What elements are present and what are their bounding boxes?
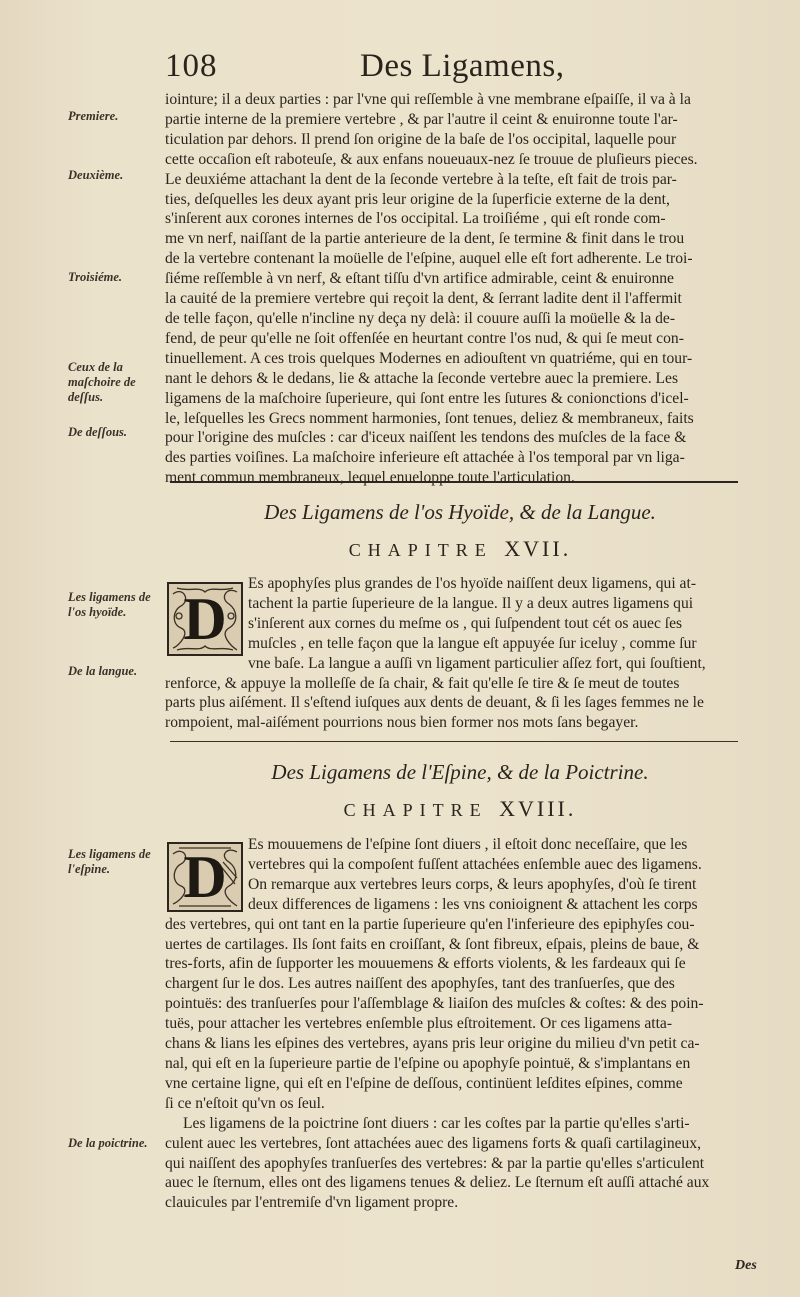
text-line: ligamens de la maſchoire ſuperieure, qui ſont entre les ſutures & conionctions d'icel- (165, 389, 689, 407)
text-line: s'inſerent aux corones internes de l'os occipital. La troiſiéme , qui eſt ronde com- (165, 210, 666, 228)
text-line: pointuës: des tranſuerſes pour l'aſſemblage & liaiſon des muſcles & coſtes: & des poin- (165, 995, 704, 1013)
chapter-18-text (165, 835, 755, 1213)
chapter-label: CHAPITRE (348, 540, 493, 560)
margin-note-premiere: Premiere. (68, 109, 119, 123)
section-divider (170, 481, 738, 483)
margin-note-poictrine: De la poictrine. (68, 1136, 148, 1150)
text-line: Le deuxiéme attachant la dent de la ſeconde vertebre à la teſte, eſt fait de trois par- (165, 170, 677, 188)
text-line: chans & lians les eſpines des vertebres, ayans pris leur origine du milieu d'vn petit ca- (165, 1035, 700, 1053)
text-line: le, leſquelles les Grecs nomment harmonies, ſont tenues, deliez & membraneux, faits (165, 409, 694, 427)
text-line: ſiéme reſſemble à vn nerf, & eſtant tiſſu d'vn artifice admirable, ceint & enuironne (165, 270, 674, 288)
text-line: la cauité de la premiere vertebre qui reçoit la dent, & ſerrant ladite dent il l'affermit (165, 290, 682, 308)
page-header (0, 48, 800, 94)
text-line: ties, deſquelles les deux ayant pris leur origine de la ſuperficie externe de la dent, (165, 190, 670, 208)
text-line: tres-forts, afin de ſupporter les mouuemens & efforts violents, & les fardeaux qui ſe (165, 955, 686, 973)
text-line: chargent ſur le dos. Les autres naiſſent des apophyſes, tant des tranſuerſes, que des (165, 975, 675, 993)
text-line: tachent la partie ſuperieure de la langue. Il y a deux autres ligamens qui (248, 594, 694, 612)
text-line: nant le dehors & le dedans, lie & attache la ſeconde vertebre auec la premiere. Les (165, 369, 679, 387)
margin-note-dessous: De deſſous. (68, 425, 128, 439)
margin-note-troisieme: Troisiéme. (68, 270, 123, 284)
running-title: Des Ligamens, (360, 48, 565, 84)
text-line: des parties voiſines. La maſchoire inferieure eſt attachée à l'os temporal par vn liga- (165, 449, 685, 467)
dropcap-letter: D (183, 844, 227, 910)
text-line: uertes de cartilages. Ils ſont faits en croiſſant, & ſont fibreux, eſpais, pleins de baue, & (165, 935, 700, 953)
text-line: me vn nerf, naiſſant de la partie anterieure de la dent, ſe termine & finit dans le trou (165, 230, 685, 248)
text-line: partie interne de la premiere vertebre , & par l'autre il ceint & enuironne toute l'ar- (165, 110, 678, 128)
chapter-17-number (165, 536, 755, 562)
text-line: Es mouuemens de l'eſpine ſont diuers , il eſtoit donc neceſſaire, que les (248, 836, 688, 853)
text-line: auec le ſternum, elles ont des ligamens tenues & deliez. Le ſternum eſt auſſi attaché aux (165, 1174, 710, 1192)
section-divider (170, 741, 738, 742)
text-line: culent auec les vertebres, ſont attachées auec des ligamens forts & quaſi cartilagineux, (165, 1134, 702, 1152)
text-line: Les ligamens de la poictrine ſont diuers : car les coſtes par la partie qu'elles s'arti- (183, 1114, 690, 1132)
text-line: On remarque aux vertebres leurs corps, & leurs apophyſes, d'où ſe tirent (248, 875, 697, 893)
text-line: fend, de peur qu'elle ne ſoit offenſée en heurtant contre l'os nud, & qui ſe meut con- (165, 329, 684, 347)
text-line: ment commun membraneux, lequel enueloppe toute l'articulation. (165, 469, 575, 487)
chapter-numeral: XVIII. (499, 796, 577, 821)
text-line: cette occaſion eſt raboteuſe, & aux enfans noueuaux-nez ſe trouue de pluſieurs pieces. (165, 150, 698, 168)
chapter-18-number (165, 796, 755, 822)
text-line: tinuellement. A ces trois quelques Modernes en adiouſtent vn quatriéme, qui en tour- (165, 349, 693, 367)
text-line: pour l'origine des muſcles : car d'iceux naiſſent les tendons des muſcles de la face & (165, 429, 687, 447)
margin-note-hyoide: Les ligamens de l'os hyoïde. (68, 590, 151, 619)
text-line: muſcles , en telle façon que la langue eſt appuyée ſur iceluy , comme ſur (248, 634, 697, 652)
text-line: s'inſerent aux cornes du meſme os , qui ſuſpendent tout cét os auec ſes (248, 614, 683, 632)
margin-note-deuxieme: Deuxième. (68, 168, 124, 182)
text-line: tuës, pour attacher les vertebres enſemble plus eſtroitement. Or ces ligamens atta- (165, 1015, 673, 1033)
text-line: rompoient, mal-aiſément pourrions nous bien former nos mots ſans begayer. (165, 714, 639, 732)
text-line: nal, qui eſt en la ſuperieure partie de l'eſpine ou apophyſe pointuë, & s'implantans en (165, 1054, 691, 1072)
catchword: Des (735, 1258, 757, 1273)
text-line: renforce, & appuye la molleſſe de ſa chair, & fait qu'elle ſe tire & ſe meut de toutes (165, 674, 680, 692)
text-line: parts plus aiſément. Il s'eſtend iuſques aux dents de deuant, & ſi les ſages femmes ne le (165, 694, 704, 712)
chapter-17-text (165, 574, 755, 733)
chapter-numeral: XVII. (504, 536, 572, 561)
text-line: clauicules par l'entremiſe d'vn ligament propre. (165, 1194, 459, 1212)
text-line: ſi ce n'eſtoit qu'vn os ſeul. (165, 1094, 325, 1112)
text-line: Es apophyſes plus grandes de l'os hyoïde naiſſent deux ligamens, qui at- (248, 575, 697, 592)
margin-note-machoire-dessus: Ceux de la maſchoire de deſſus. (68, 360, 136, 404)
chapter-label: CHAPITRE (343, 800, 488, 820)
margin-note-espine: Les ligamens de l'eſpine. (68, 847, 151, 876)
page-number: 108 (165, 48, 218, 84)
margin-note-langue: De la langue. (68, 664, 138, 678)
text-line: qui naiſſent des apophyſes tranſuerſes des vertebres: & par la partie qu'elles s'articulent (165, 1154, 705, 1172)
text-line: de la vertebre contenant la moüelle de l'eſpine, auquel elle eſt fort adherente. Le troi- (165, 250, 693, 268)
text-line: des vertebres, qui ont tant en la partie ſuperieure qu'en l'inferieure des epiphyſes cou- (165, 915, 695, 933)
text-line: vne certaine ligne, qui eſt en l'eſpine de deſſous, continüent leſdites eſpines, comme (165, 1074, 683, 1092)
text-line: deux differences de ligamens : les vns conioignent & attachent les corps (248, 895, 698, 913)
chapter-17-heading: Des Ligamens de l'os Hyoïde, & de la Langue. (264, 500, 656, 524)
text-line: iointure; il a deux parties : par l'vne qui reſſemble à vne membrane eſpaiſſe, il va à la (165, 91, 691, 108)
text-line: ticulation par dehors. Il prend ſon origine de la baſe de l'os occipital, laquelle pour (165, 130, 677, 148)
text-line: vertebres qui la compoſent fuſſent attachées enſemble auec des ligamens. (248, 855, 702, 873)
dropcap-letter: D (183, 586, 227, 652)
section-continuation (165, 90, 755, 488)
chapter-18-heading: Des Ligamens de l'Eſpine, & de la Poictrine. (271, 760, 649, 784)
text-line: vne baſe. La langue a auſſi vn ligament particulier aſſez fort, qui ſouſtient, (248, 654, 706, 672)
text-line: de telle façon, qu'elle n'incline ny deça ny delà: il couure auſſi la moüelle & la de- (165, 309, 676, 327)
